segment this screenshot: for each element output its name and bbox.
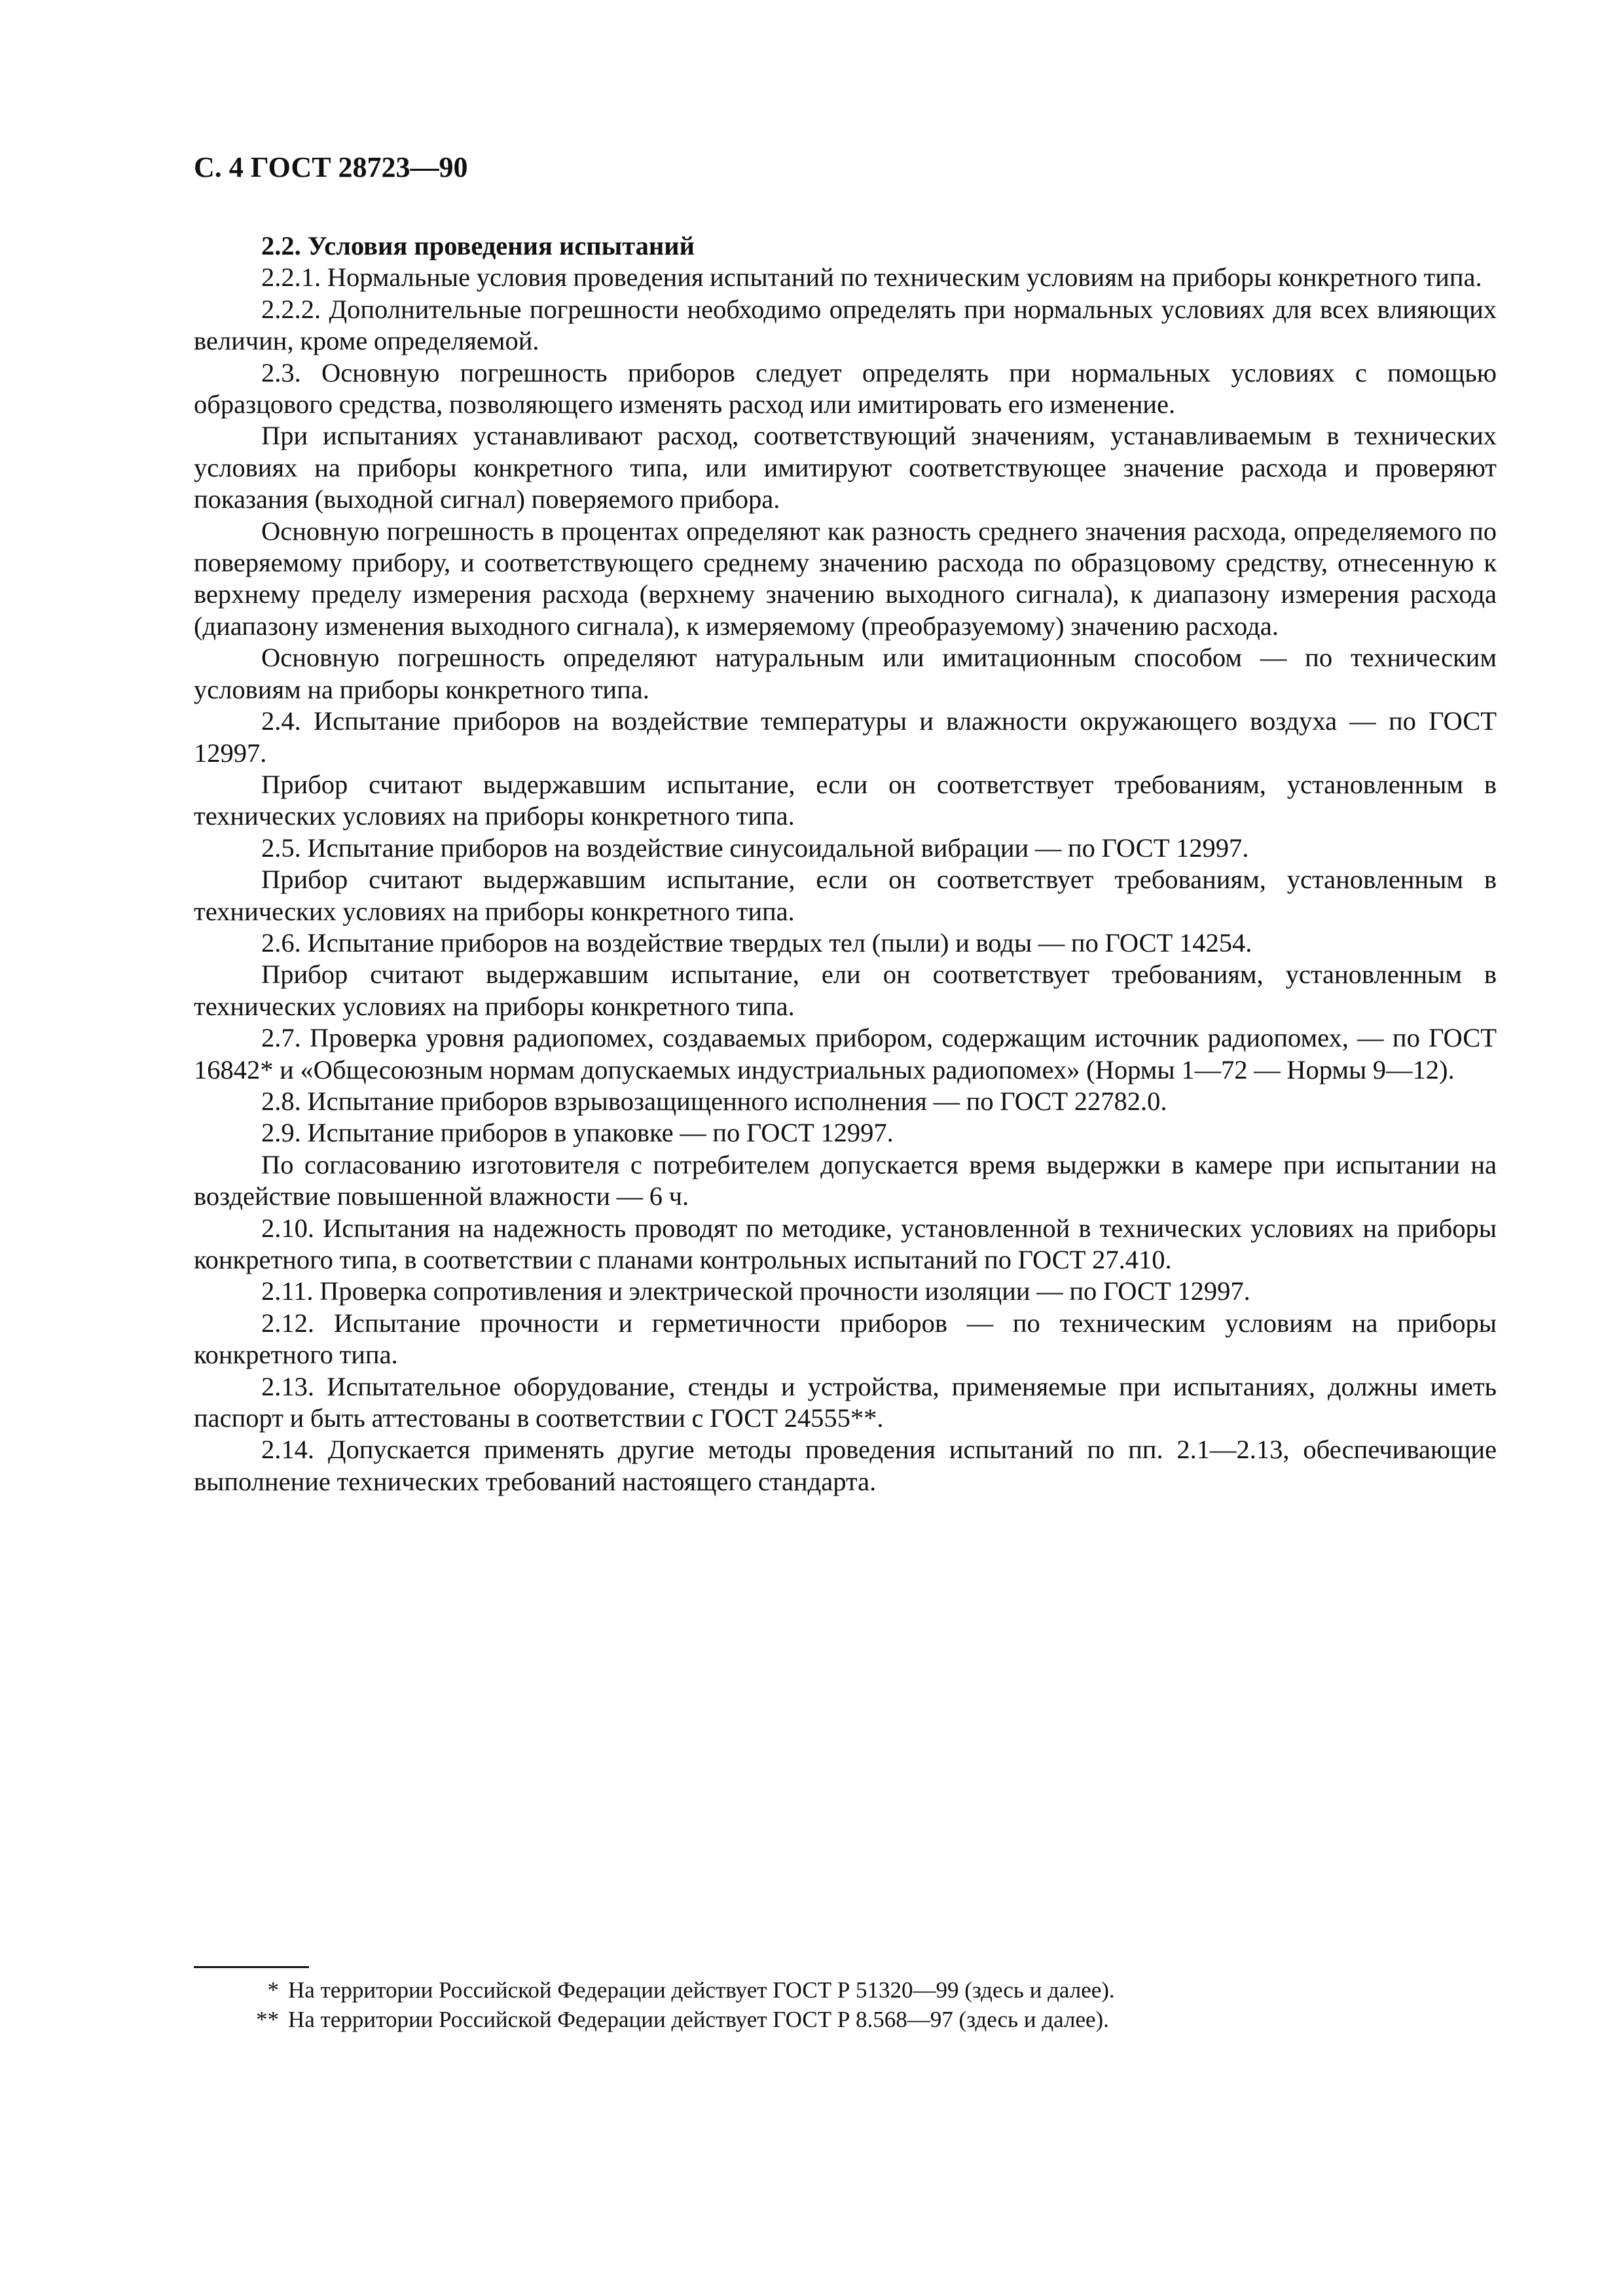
footnote-text: На территории Российской Федерации действует ГОСТ Р 8.568—97 (здесь и далее). [288, 2007, 1109, 2032]
paragraph-2-13: 2.13. Испытательное оборудование, стенды и устройства, применяемые при испытаниях, должны иметь паспорт и быть аттестованы в соответствии с ГОСТ 24555**. [194, 1371, 1497, 1433]
paragraph-2-12: 2.12. Испытание прочности и герметичности приборов — по техническим условиям на приборы конкретного типа. [194, 1308, 1497, 1370]
footnotes [194, 1975, 1497, 2034]
paragraph-2-14: 2.14. Допускается применять другие методы проведения испытаний по пп. 2.1—2.13, обеспечивающие выполнение технических требований настоящего стандарта. [194, 1435, 1497, 1496]
paragraph-2-3-error-definition: Основную погрешность в процентах определяют как разность среднего значения расхода, определяемого по поверяемому прибору, и соответствующего среднему значению расхода по образцовому средству, отнесенную к верхнему пределу измерения расхода (верхнему значению выходного сигнала), к диапазону измерения расхода (диапазону изменения выходного сигнала), к измеряемому (преобразуемому) значению расхода. [194, 516, 1497, 641]
paragraph-2-7: 2.7. Проверка уровня радиопомех, создаваемых прибором, содержащим источник радиопомех, — по ГОСТ 16842* и «Общесоюзным нормам допускаемых индустриальных радиопомех» (Нормы 1—72 — Нормы 9—12). [194, 1023, 1497, 1085]
footnote-text: На территории Российской Федерации действует ГОСТ Р 51320—99 (здесь и далее). [288, 1977, 1115, 2003]
footnote [194, 1975, 1497, 2005]
footnote-divider [194, 1966, 309, 1968]
paragraph-2-10: 2.10. Испытания на надежность проводят по методике, установленной в технических условиях на приборы конкретного типа, в соответствии с планами контрольных испытаний по ГОСТ 27.410. [194, 1213, 1497, 1274]
paragraph-2-2-2: 2.2.2. Дополнительные погрешности необходимо определять при нормальных условиях для всех влияющих величин, кроме определяемой. [194, 294, 1497, 356]
document-body [194, 230, 1497, 1498]
paragraph-2-5-criterion: Прибор считают выдержавшим испытание, если он соответствует требованиям, установленным в технических условиях на приборы конкретного типа. [194, 865, 1497, 926]
paragraph-2-6: 2.6. Испытание приборов на воздействие твердых тел (пыли) и воды — по ГОСТ 14254. [261, 927, 1252, 958]
footnote-mark: * [267, 1977, 279, 2003]
paragraph-2-4-criterion: Прибор считают выдержавшим испытание, если он соответствует требованиям, установленным в технических условиях на приборы конкретного типа. [194, 769, 1497, 831]
paragraph-2-9: 2.9. Испытание приборов в упаковке — по ГОСТ 12997. [261, 1118, 894, 1148]
paragraph-2-3: 2.3. Основную погрешность приборов следует определять при нормальных условиях с помощью образцового средства, позволяющего изменять расход или имитировать его изменение. [194, 357, 1497, 420]
footnote-mark: ** [256, 2007, 279, 2032]
footnote [194, 2005, 1497, 2034]
paragraph-2-5: 2.5. Испытание приборов на воздействие синусоидальной вибрации — по ГОСТ 12997. [261, 833, 1249, 863]
paragraph-2-3-setup: При испытаниях устанавливают расход, соответствующий значениям, устанавливаемым в технических условиях на приборы конкретного типа, или имитируют соответствующее значение расхода и проверяют показания (выходной сигнал) поверяемого прибора. [194, 421, 1497, 514]
paragraph-2-6-criterion: Прибор считают выдержавшим испытание, ели он соответствует требованиям, установленным в технических условиях на приборы конкретного типа. [194, 960, 1497, 1021]
paragraph-2-4: 2.4. Испытание приборов на воздействие температуры и влажности окружающего воздуха — по ГОСТ 12997. [194, 706, 1497, 768]
paragraph-2-3-method: Основную погрешность определяют натуральным или имитационным способом — по техническим условиям на приборы конкретного типа. [194, 643, 1497, 704]
section-heading: 2.2. Условия проведения испытаний [261, 231, 695, 260]
page-header: С. 4 ГОСТ 28723—90 [194, 151, 468, 183]
paragraph-2-11: 2.11. Проверка сопротивления и электрической прочности изоляции — по ГОСТ 12997. [261, 1276, 1250, 1306]
paragraph-2-8: 2.8. Испытание приборов взрывозащищенного исполнения — по ГОСТ 22782.0. [261, 1086, 1167, 1116]
paragraph-2-9-humidity: По согласованию изготовителя с потребителем допускается время выдержки в камере при испытании на воздействие повышенной влажности — 6 ч. [194, 1149, 1497, 1211]
paragraph-2-2-1: 2.2.1. Нормальные условия проведения испытаний по техническим условиям на приборы конкретного типа. [261, 262, 1482, 293]
